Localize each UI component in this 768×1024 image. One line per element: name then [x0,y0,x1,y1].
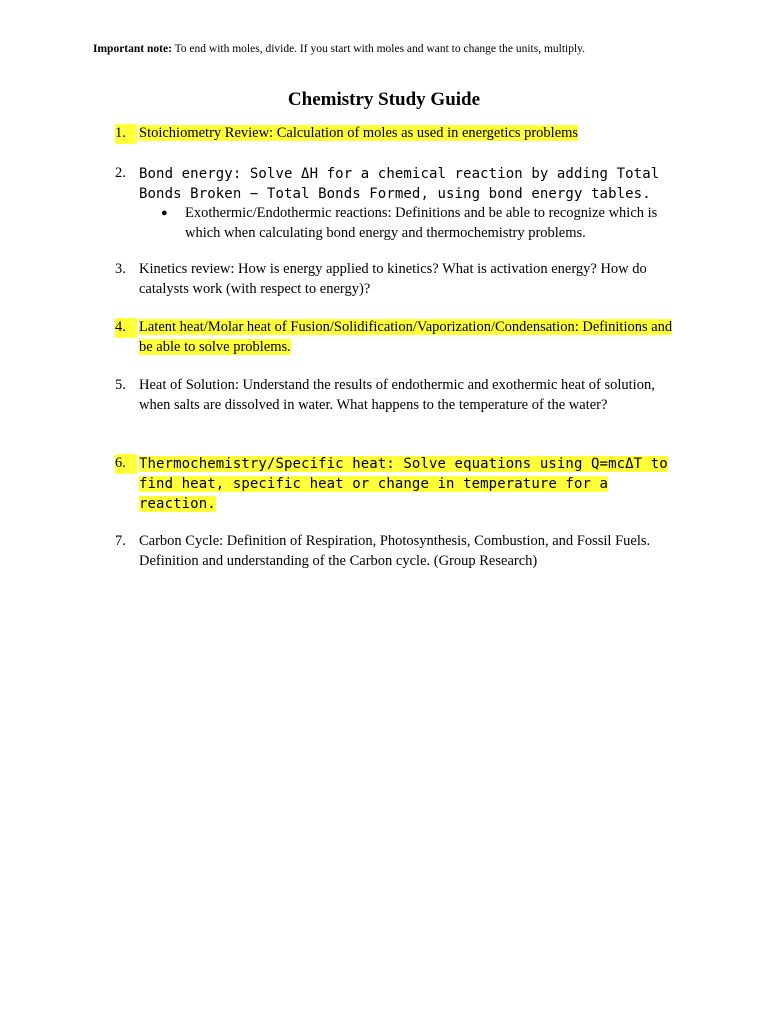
list-item-number: 1. [115,124,137,144]
list-item [115,164,685,243]
important-note-label: Important note: [93,43,172,55]
list-item [115,532,685,571]
list-item [115,260,685,299]
list-item-number: 2. [115,165,126,181]
sub-list-item [161,204,685,243]
important-note [93,42,733,56]
list-item-text: Kinetics review: How is energy applied to kinetics? What is activation energy? How do catalysts work (with respect to energy)? [139,261,647,297]
list-item-number: 4. [115,318,137,338]
list-item-text: Heat of Solution: Understand the results of endothermic and exothermic heat of solution, when salts are dissolved in water. What happens to the temperature of the water? [139,377,655,413]
list-item-number: 3. [115,261,126,277]
list-item [115,454,685,514]
list-item-text: Thermochemistry/Specific heat: Solve equations using Q=mcΔT to find heat, specific heat or change in temperature for a reaction. [139,456,668,512]
list-item-text: Bond energy: Solve ΔH for a chemical reaction by adding Total Bonds Broken − Total Bonds Formed, using bond energy tables. [139,166,660,202]
bullet-icon: ● [161,207,168,219]
list-item-number: 5. [115,377,126,393]
list-item [115,376,685,415]
important-note-text: To end with moles, divide. If you start with moles and want to change the units, multiply. [171,43,586,55]
list-item-number: 7. [115,533,126,549]
page-title: Chemistry Study Guide [287,89,481,110]
list-item-text: Stoichiometry Review: Calculation of moles as used in energetics problems [139,125,579,141]
list-item [115,124,685,144]
list-item [115,318,685,357]
list-item-text: Latent heat/Molar heat of Fusion/Solidification/Vaporization/Condensation: Definitions and be able to solve problems. [139,319,673,355]
list-item-number: 6. [115,454,137,474]
sub-list-item-text: Exothermic/Endothermic reactions: Definitions and be able to recognize which is which when calculating bond energy and thermochemistry problems. [185,205,658,241]
list-item-text: Carbon Cycle: Definition of Respiration, Photosynthesis, Combustion, and Fossil Fuels. Definition and understanding of the Carbon cycle. (Group Research) [139,533,651,569]
